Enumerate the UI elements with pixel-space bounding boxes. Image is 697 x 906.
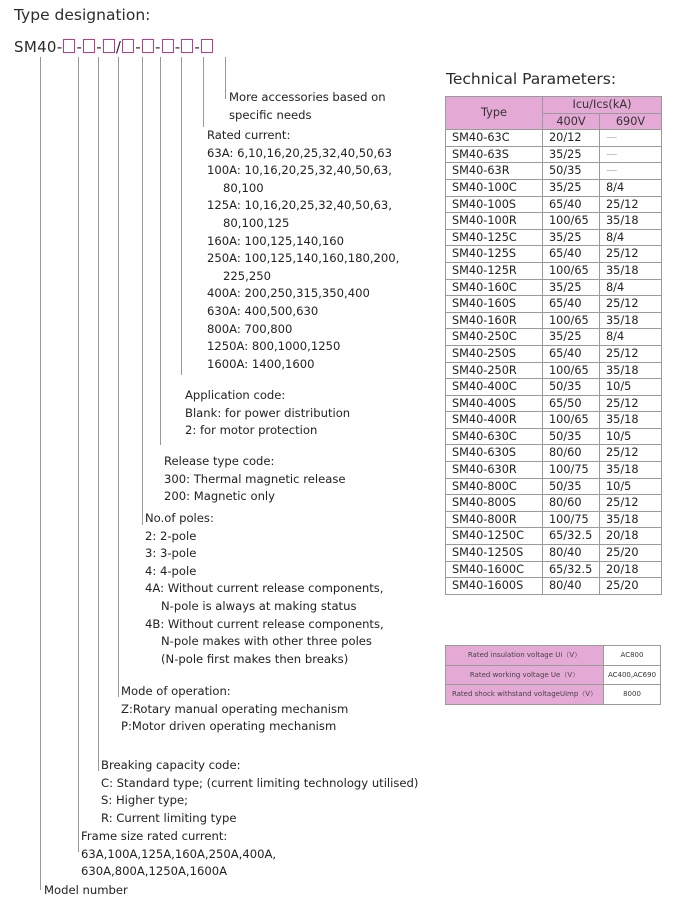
icu-400v-cell: 80/40 [543, 545, 600, 562]
table-row [446, 412, 662, 429]
icu-400v-cell: 100/65 [543, 262, 600, 279]
operation-block [121, 683, 348, 736]
code-sep: - [154, 38, 161, 56]
table-row [446, 545, 662, 562]
poles-line: No.of poles: [145, 511, 214, 525]
ratings-table [445, 645, 661, 705]
code-box [162, 39, 174, 53]
type-cell: SM40-250R [446, 362, 543, 379]
icu-690v-cell: 8/4 [600, 329, 662, 346]
table-row [446, 495, 662, 512]
tech-params-body [446, 130, 662, 595]
icu-690v-cell: 25/12 [600, 445, 662, 462]
type-cell: SM40-125S [446, 246, 543, 263]
type-cell: SM40-1250C [446, 528, 543, 545]
type-cell: SM40-63S [446, 146, 543, 163]
type-cell: SM40-100S [446, 196, 543, 213]
icu-690v-cell: — [600, 163, 662, 180]
type-cell: SM40-63C [446, 130, 543, 147]
code-sep: - [194, 38, 201, 56]
rated-current-line: 250A: 100,125,140,160,180,200, [207, 251, 400, 266]
icu-690v-cell: 25/12 [600, 395, 662, 412]
accessories-line: specific needs [229, 107, 312, 122]
rated-current-line: 1250A: 800,1000,1250 [207, 339, 341, 354]
poles-line: 3: 3-pole [145, 546, 197, 561]
icu-690v-cell: 25/12 [600, 495, 662, 512]
type-cell: SM40-800S [446, 495, 543, 512]
icu-400v-cell: 65/32.5 [543, 528, 600, 545]
leader-line [118, 57, 119, 697]
type-cell: SM40-63R [446, 163, 543, 180]
table-row [446, 312, 662, 329]
type-cell: SM40-125R [446, 262, 543, 279]
code-sep: / [115, 38, 122, 56]
rating-label: Rated insulation voltage Ui（V） [446, 646, 604, 666]
table-row [446, 379, 662, 396]
icu-690v-cell: 25/12 [600, 196, 662, 213]
rated-current-line: 63A: 6,10,16,20,25,32,40,50,63 [207, 145, 392, 160]
frame-line: 630A,800A,1250A,1600A [81, 864, 228, 879]
poles-line: N-pole makes with other three poles [161, 634, 372, 649]
header-type: Type [446, 97, 543, 130]
icu-690v-cell: 8/4 [600, 279, 662, 296]
rating-value: 8000 [604, 685, 661, 705]
rating-row [446, 665, 661, 685]
accessories-block [229, 89, 386, 124]
icu-690v-cell: 10/5 [600, 428, 662, 445]
icu-400v-cell: 35/25 [543, 279, 600, 296]
breaking-line: Breaking capacity code: [101, 758, 241, 772]
leader-line [160, 57, 161, 445]
icu-400v-cell: 100/65 [543, 213, 600, 230]
breaking-line: S: Higher type; [101, 793, 188, 808]
type-cell: SM40-100C [446, 179, 543, 196]
table-row [446, 462, 662, 479]
icu-400v-cell: 80/60 [543, 445, 600, 462]
leader-line [78, 57, 79, 852]
table-row [446, 179, 662, 196]
model-block [44, 882, 128, 900]
rated-current-line: 80,100,125 [223, 215, 290, 230]
leader-line [142, 57, 143, 525]
rating-value: AC400,AC690 [604, 665, 661, 685]
poles-line: 2: 2-pole [145, 528, 197, 543]
rated-current-line: 800A: 700,800 [207, 321, 293, 336]
poles-line: 4B: Without current release components, [145, 616, 384, 631]
icu-690v-cell: 25/12 [600, 345, 662, 362]
breaking-line: R: Current limiting type [101, 810, 237, 825]
type-cell: SM40-400R [446, 412, 543, 429]
rating-label: Rated shock withstand voltageUimp（V） [446, 685, 604, 705]
table-row [446, 163, 662, 180]
table-row [446, 329, 662, 346]
icu-400v-cell: 20/12 [543, 130, 600, 147]
application-line: Application code: [185, 388, 286, 402]
icu-400v-cell: 65/50 [543, 395, 600, 412]
poles-line: 4A: Without current release components, [145, 581, 384, 596]
table-row [446, 345, 662, 362]
type-cell: SM40-630S [446, 445, 543, 462]
type-cell: SM40-250C [446, 329, 543, 346]
type-cell: SM40-125C [446, 229, 543, 246]
tech-params-table [445, 96, 662, 595]
code-box [103, 39, 115, 53]
leader-line [203, 57, 204, 127]
icu-690v-cell: 35/18 [600, 511, 662, 528]
table-row [446, 395, 662, 412]
icu-400v-cell: 35/25 [543, 229, 600, 246]
type-cell: SM40-1250S [446, 545, 543, 562]
table-row [446, 511, 662, 528]
model-line: Model number [44, 883, 128, 897]
icu-400v-cell: 50/35 [543, 478, 600, 495]
icu-690v-cell: 10/5 [600, 478, 662, 495]
leader-line [40, 57, 41, 890]
icu-690v-cell: 35/18 [600, 213, 662, 230]
type-cell: SM40-400C [446, 379, 543, 396]
type-cell: SM40-630R [446, 462, 543, 479]
table-row [446, 428, 662, 445]
icu-690v-cell: 35/18 [600, 362, 662, 379]
header-690v: 690V [600, 113, 662, 130]
table-row [446, 130, 662, 147]
type-cell: SM40-160C [446, 279, 543, 296]
rated-current-line: 400A: 200,250,315,350,400 [207, 286, 370, 301]
frame-block [81, 828, 276, 881]
table-row [446, 362, 662, 379]
type-cell: SM40-400S [446, 395, 543, 412]
table-row [446, 478, 662, 495]
table-row [446, 246, 662, 263]
poles-line: (N-pole first makes then breaks) [161, 651, 349, 666]
frame-line: Frame size rated current: [81, 829, 228, 843]
code-box [83, 39, 95, 53]
icu-400v-cell: 65/40 [543, 196, 600, 213]
rated-current-line: 125A: 10,16,20,25,32,40,50,63, [207, 198, 392, 213]
icu-400v-cell: 100/75 [543, 511, 600, 528]
rated-current-line: 100A: 10,16,20,25,32,40,50,63, [207, 163, 392, 178]
icu-690v-cell: 20/18 [600, 561, 662, 578]
icu-690v-cell: 25/12 [600, 246, 662, 263]
icu-690v-cell: 8/4 [600, 229, 662, 246]
rated-current-line: 80,100 [223, 180, 264, 195]
icu-400v-cell: 35/25 [543, 146, 600, 163]
header-400v: 400V [543, 113, 600, 130]
leader-line [98, 57, 99, 771]
application-block [185, 387, 350, 440]
table-row [446, 578, 662, 595]
icu-400v-cell: 80/40 [543, 578, 600, 595]
rating-value: AC800 [604, 646, 661, 666]
icu-400v-cell: 35/25 [543, 179, 600, 196]
code-sep: - [76, 38, 83, 56]
icu-690v-cell: 35/18 [600, 262, 662, 279]
page-title: Type designation: [14, 6, 151, 24]
type-cell: SM40-630C [446, 428, 543, 445]
table-row [446, 229, 662, 246]
table-row [446, 296, 662, 313]
rated-current-lines [207, 145, 399, 374]
table-row [446, 445, 662, 462]
application-line: Blank: for power distribution [185, 405, 351, 420]
table-row [446, 196, 662, 213]
icu-690v-cell: 35/18 [600, 412, 662, 429]
icu-690v-cell: 25/20 [600, 545, 662, 562]
rated-current-line: 225,250 [223, 268, 271, 283]
icu-400v-cell: 50/35 [543, 379, 600, 396]
code-sep: - [135, 38, 141, 56]
rated-current-heading: Rated current: [207, 128, 291, 142]
code-box [122, 39, 134, 53]
icu-690v-cell: — [600, 146, 662, 163]
type-cell: SM40-250S [446, 345, 543, 362]
icu-400v-cell: 35/25 [543, 329, 600, 346]
type-cell: SM40-800C [446, 478, 543, 495]
rating-row [446, 646, 661, 666]
icu-400v-cell: 50/35 [543, 428, 600, 445]
table-row [446, 213, 662, 230]
table-row [446, 262, 662, 279]
breaking-line: C: Standard type; (current limiting technology utilised) [101, 775, 419, 790]
code-box [63, 39, 75, 53]
rating-label: Rated working voltage Ue（V） [446, 665, 604, 685]
table-row [446, 279, 662, 296]
icu-690v-cell: 35/18 [600, 462, 662, 479]
table-row [446, 146, 662, 163]
operation-line: Z:Rotary manual operating mechanism [121, 701, 349, 716]
code-box [142, 39, 154, 53]
release-block [164, 453, 346, 506]
icu-400v-cell: 100/75 [543, 462, 600, 479]
ratings-body [446, 646, 661, 705]
icu-400v-cell: 50/35 [543, 163, 600, 180]
code-box [181, 39, 193, 53]
code-box [201, 39, 213, 53]
icu-400v-cell: 80/60 [543, 495, 600, 512]
release-line: Release type code: [164, 454, 275, 468]
breaking-block [101, 757, 418, 827]
tech-params-title: Technical Parameters: [446, 70, 617, 88]
icu-400v-cell: 100/65 [543, 312, 600, 329]
application-line: 2: for motor protection [185, 423, 318, 438]
header-icu: Icu/Ics(kA) [543, 97, 662, 114]
leader-line [181, 57, 182, 375]
rated-current-block [207, 127, 399, 373]
icu-400v-cell: 65/40 [543, 246, 600, 263]
type-cell: SM40-160S [446, 296, 543, 313]
poles-line: 4: 4-pole [145, 563, 197, 578]
frame-line: 63A,100A,125A,160A,250A,400A, [81, 846, 277, 861]
type-code [14, 38, 214, 56]
icu-690v-cell: 10/5 [600, 379, 662, 396]
icu-690v-cell: 35/18 [600, 312, 662, 329]
type-cell: SM40-1600C [446, 561, 543, 578]
rated-current-line: 160A: 100,125,140,160 [207, 233, 345, 248]
type-cell: SM40-800R [446, 511, 543, 528]
icu-400v-cell: 65/32.5 [543, 561, 600, 578]
icu-400v-cell: 65/40 [543, 296, 600, 313]
icu-400v-cell: 100/65 [543, 412, 600, 429]
release-line: 300: Thermal magnetic release [164, 471, 346, 486]
type-cell: SM40-1600S [446, 578, 543, 595]
leader-line [225, 57, 226, 99]
icu-690v-cell: 20/18 [600, 528, 662, 545]
release-line: 200: Magnetic only [164, 489, 276, 504]
rated-current-line: 1600A: 1400,1600 [207, 356, 315, 371]
accessories-line: More accessories based on [229, 90, 386, 104]
poles-line: N-pole is always at making status [161, 598, 357, 613]
code-sep: - [174, 38, 181, 56]
rating-row [446, 685, 661, 705]
code-sep: - [96, 38, 102, 56]
rated-current-line: 630A: 400,500,630 [207, 303, 319, 318]
icu-690v-cell: 8/4 [600, 179, 662, 196]
code-prefix: SM40- [14, 38, 63, 56]
type-cell: SM40-100R [446, 213, 543, 230]
icu-400v-cell: 65/40 [543, 345, 600, 362]
icu-690v-cell: 25/12 [600, 296, 662, 313]
operation-line: Mode of operation: [121, 684, 231, 698]
icu-690v-cell: — [600, 130, 662, 147]
table-row [446, 561, 662, 578]
icu-400v-cell: 100/65 [543, 362, 600, 379]
type-cell: SM40-160R [446, 312, 543, 329]
operation-line: P:Motor driven operating mechanism [121, 719, 337, 734]
table-row [446, 528, 662, 545]
icu-690v-cell: 25/20 [600, 578, 662, 595]
poles-block [145, 510, 384, 668]
